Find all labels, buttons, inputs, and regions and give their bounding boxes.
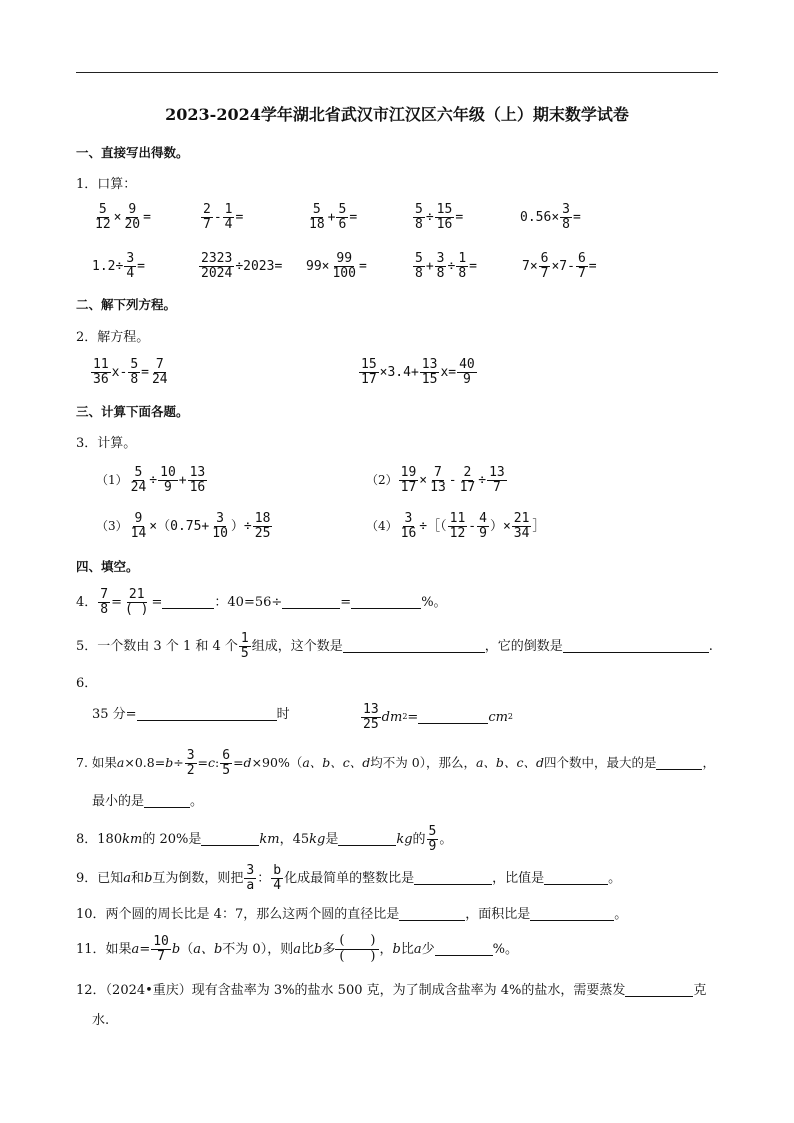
q11-fraction-blank[interactable]: $\frac{( )}{( )}$ <box>335 934 379 965</box>
q6-part-2: 13 25 dm 2 = cm 2 <box>363 702 514 732</box>
q11-blank-1[interactable] <box>435 943 493 956</box>
q1-expr-9: 5 8 + $\frac{3}{8}$ ÷ $\frac{1}{8}$ = <box>415 251 477 281</box>
q10: 10．两个圆的周长比是 4：7，那么这两个圆的直径比是 ，面积比是 。 <box>76 907 628 922</box>
top-rule <box>76 72 718 73</box>
q1-expr-7: $\frac{2323}{2024}$ ÷2023= <box>201 251 283 281</box>
q2-equation-1: 11 36 x- $\frac{5}{8}$ = $\frac{7}{24}$ <box>93 357 168 387</box>
q1-expr-2: 2 7 - $\frac{1}{4}$ = <box>203 202 244 232</box>
q1-expr-4: $\frac{5}{8}$ ÷ $\frac{15}{16}$ = <box>415 202 464 232</box>
q6-blank-2[interactable] <box>418 711 488 724</box>
section-3-heading: 三、计算下面各题。 <box>76 404 189 419</box>
q9-blank-1[interactable] <box>414 872 492 885</box>
q5-blank-1[interactable] <box>343 640 485 653</box>
q3-problem-2: （2） $\frac{19}{17}$ × $\frac{7}{13}$ - $\frac{2}{17}$ ÷ $\frac{13}{7}$ <box>366 465 505 495</box>
q2-label: 2．解方程。 <box>76 330 150 345</box>
q6-blank-1[interactable] <box>137 708 277 721</box>
q9: 9．已知 a 和 b 互为倒数，则把 3 a ： b 4 化成最简单的整数比是 ，比值是 。 <box>76 863 622 893</box>
q3-problem-1: （1） $\frac{5}{24}$ ÷ $\frac{10}{9}$ + $\frac{13}{16}$ <box>96 465 206 495</box>
q1-expr-3: 5 18 + $\frac{5}{6}$ = <box>309 202 358 232</box>
q1-expr-8: 99× $\frac{99}{100}$ = <box>306 251 367 281</box>
q7-blank-2[interactable] <box>144 795 190 808</box>
q7-blank-1[interactable] <box>656 757 702 770</box>
q1-expr-10: 7× $\frac{6}{7}$ ×7- $\frac{6}{7}$ = <box>522 251 597 281</box>
q8-blank-1[interactable] <box>201 833 259 846</box>
q7-line-1: 7. 如果 a ×0.8= b ÷ $\frac{3}{2}$ = c : $\frac{6}{5}$ = d ×90%（ a、b、c、d 均不为 0），那么， a、b、c、d 四个数中，最大的是 ， <box>76 748 715 778</box>
q10-blank-2[interactable] <box>530 908 614 921</box>
q1-expr-5: 0.56 × $\frac{3}{8}$ = <box>520 202 581 232</box>
q4: 4． $\frac{7}{8}$ = 21 ( ) = ：40=56÷ = %。 <box>76 587 447 617</box>
q1-expr-1: $\frac{5}{12}$ × $\frac{9}{20}$ = <box>95 202 151 232</box>
q2-equation-2: $\frac{15}{17}$ ×3.4+ $\frac{13}{15}$ x= $\frac{40}{9}$ <box>361 357 475 387</box>
q6-label: 6． <box>76 676 98 691</box>
section-4-heading: 四、填空。 <box>76 559 139 574</box>
q4-blank-2[interactable] <box>282 596 340 609</box>
q1-expr-6: 1.2÷ $\frac{3}{4}$ = <box>92 251 145 281</box>
page-title: 2023-2024学年湖北省武汉市江汉区六年级（上）期末数学试卷 <box>165 105 629 124</box>
q8: 8．180 km 的 20%是 km ，45 kg 是 kg 的 5 9 。 <box>76 824 453 854</box>
section-2-heading: 二、解下列方程。 <box>76 297 177 312</box>
q10-blank-1[interactable] <box>399 908 465 921</box>
q5-blank-2[interactable] <box>563 640 709 653</box>
q3-problem-3: （3） $\frac{9}{14}$ ×（0.75+ $\frac{3}{10}$ ）÷ $\frac{18}{25}$ <box>96 511 271 541</box>
q11: 11．如果 a = $\frac{10}{7}$ b （ a、b 不为 0），则 a 比 b 多 $\frac{( )}{( )}$ ， b 比 a 少 %。 <box>76 933 518 964</box>
q9-blank-2[interactable] <box>544 872 608 885</box>
section-1-heading: 一、直接写出得数。 <box>76 145 189 160</box>
q12-line-1: 12．（2024•重庆）现有含盐率为 3%的盐水 500 克，为了制成含盐率为 4%的盐水，需要蒸发 克 <box>76 983 707 998</box>
q6-part-1: 35 分= 时 <box>92 707 290 722</box>
q7-line-2: 最小的是 。 <box>92 794 204 809</box>
q4-blank-1[interactable] <box>162 596 214 609</box>
q4-blank-3[interactable] <box>351 596 421 609</box>
q5: 5．一个数由 3 个 1 和 4 个 1 5 组成，这个数是 ，它的倒数是 . <box>76 631 713 661</box>
q3-problem-4: （4） $\frac{3}{16}$ ÷［（ 11 12 - 4 9 ）× $\frac{21}{34}$ ］ <box>366 511 546 541</box>
q12-blank-1[interactable] <box>625 984 693 997</box>
q8-blank-2[interactable] <box>338 833 396 846</box>
q1-label: 1．口算： <box>76 177 137 192</box>
q3-label: 3．计算。 <box>76 436 137 451</box>
q12-line-2: 水. <box>92 1013 110 1028</box>
